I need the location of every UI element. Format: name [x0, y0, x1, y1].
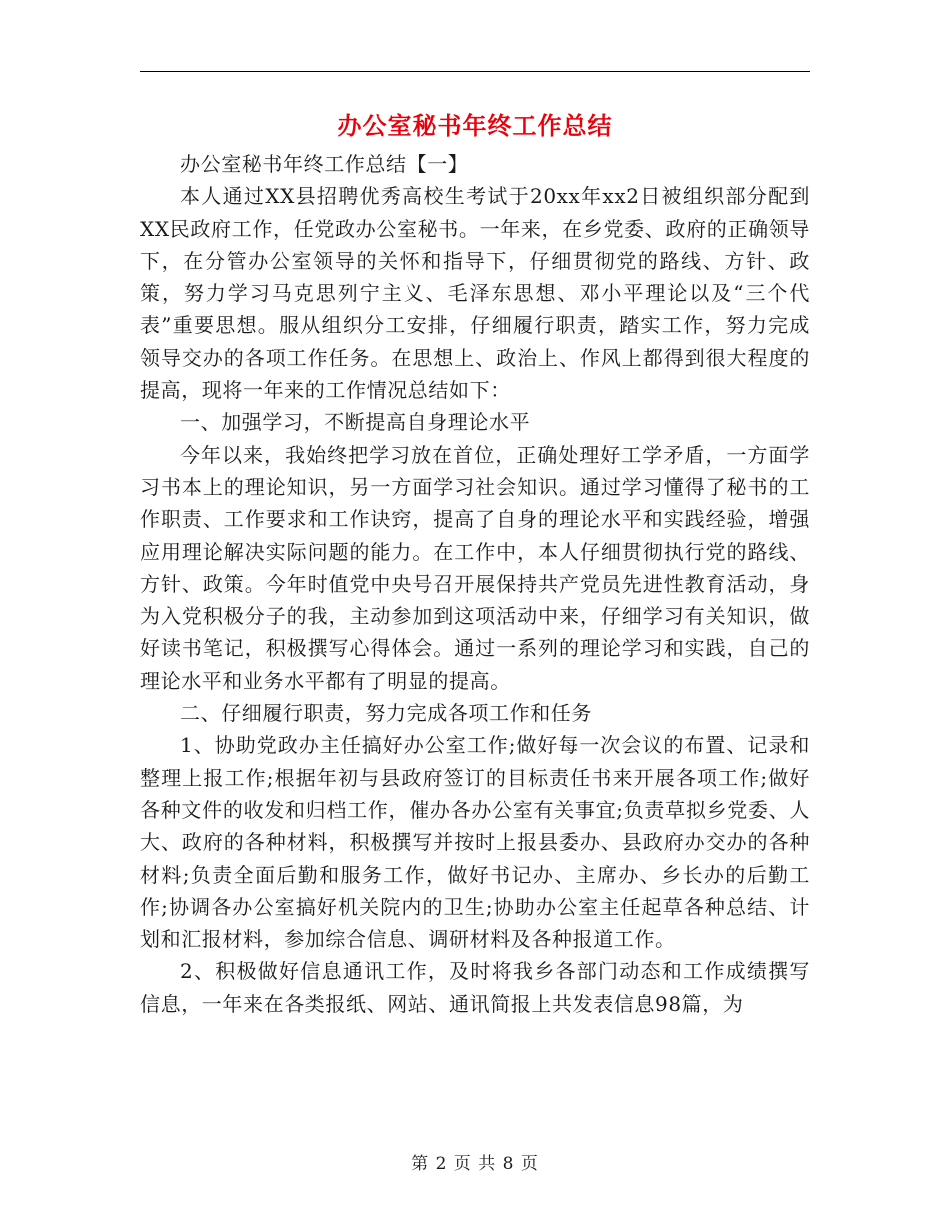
page-number-footer: 第 2 页 共 8 页 [411, 1154, 539, 1174]
body-paragraph-duty-2: 2、积极做好信息通讯工作，及时将我乡各部门动态和工作成绩撰写信息，一年来在各类报纸、网站、通讯简报上共发表信息98篇，为 [140, 959, 810, 1016]
header-rule [140, 71, 810, 72]
body-paragraph-intro: 本人通过XX县招聘优秀高校生考试于20xx年xx2日被组织部分配到XX民政府工作，任党政办公室秘书。一年来，在乡党委、政府的正确领导下，在分管办公室领导的关怀和指导下，仔细贯彻党的路线、方针、政策，努力学习马克思列宁主义、毛泽东思想、邓小平理论以及“三个代表”重要思想。服从组织分工安排，仔细履行职责，踏实工作，努力完成领导交办的各项工作任务。在思想上、政治上、作风上都得到很大程度的提高，现将一年来的工作情况总结如下： [140, 184, 810, 403]
document-title: 办公室秘书年终工作总结 [337, 111, 613, 140]
document-body [140, 148, 810, 1020]
body-paragraph-duty-1: 1、协助党政办主任搞好办公室工作;做好每一次会议的布置、记录和整理上报工作;根据年初与县政府签订的目标责任书来开展各项工作;做好各种文件的收发和归档工作，催办各办公室有关事宜;负责草拟乡党委、人大、政府的各种材料，积极撰写并按时上报县委办、县政府办交办的各种材料;负责全面后勤和服务工作，做好书记办、主席办、乡长办的后勤工作;协调各办公室搞好机关院内的卫生;协助办公室主任起草各种总结、计划和汇报材料，参加综合信息、调研材料及各种报道工作。 [140, 733, 811, 952]
section-heading-part-one: 办公室秘书年终工作总结【一】 [180, 152, 469, 176]
body-paragraph-study: 今年以来，我始终把学习放在首位，正确处理好工学矛盾，一方面学习书本上的理论知识，另一方面学习社会知识。通过学习懂得了秘书的工作职责、工作要求和工作诀窍，提高了自身的理论水平和实践经验，增强应用理论解决实际问题的能力。在工作中，本人仔细贯彻执行党的路线、方针、政策。今年时值党中央号召开展保持共产党员先进性教育活动，身为入党积极分子的我，主动参加到这项活动中来，仔细学习有关知识，做好读书笔记，积极撰写心得体会。通过一系列的理论学习和实践，自己的理论水平和业务水平都有了明显的提高。 [140, 442, 810, 693]
section-heading-duties: 二、仔细履行职责，努力完成各项工作和任务 [180, 701, 592, 726]
section-heading-study: 一、加强学习，不断提高自身理论水平 [180, 410, 531, 435]
